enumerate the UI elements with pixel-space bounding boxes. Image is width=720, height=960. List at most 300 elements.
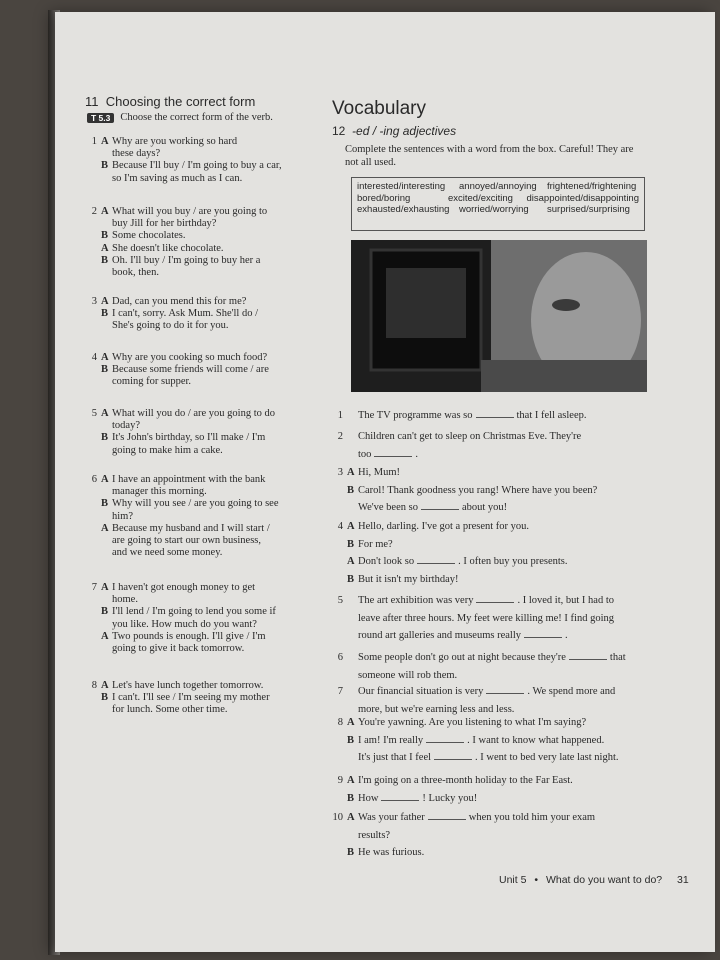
item-number [331,482,343,500]
exercise-line [85,376,310,388]
speaker-label: B [101,160,109,172]
exercise-line [85,230,310,242]
speaker-label: B [347,484,355,496]
sentence-item [331,809,661,862]
text-before-gap: The art exhibition was very [358,595,474,606]
item-number [85,535,97,547]
item-number: 1 [91,136,97,147]
exercise-line [85,255,310,267]
speaker-label: A [101,680,109,691]
section-12-heading [332,124,456,138]
line-text: so I'm saving as much as I can. [112,172,243,184]
line-text: Let's have lunch together tomorrow. [112,680,264,691]
answer-gap[interactable] [428,810,466,820]
sentence-item [331,772,661,807]
speaker-label: A [101,206,109,217]
item-number [85,267,97,279]
answer-gap[interactable] [426,733,464,743]
exercise-line [85,218,310,230]
item-number [85,173,97,185]
exercise-line [85,408,310,420]
speaker-label: B [101,606,109,618]
exercise-line [331,732,661,750]
line-text [358,649,661,667]
item-number [85,606,97,618]
exercise-line [331,592,661,610]
exercise-line [85,582,310,594]
line-text: results? [358,829,391,841]
photo-illustration [351,240,647,392]
text-before-gap: We've been so [358,502,418,513]
exercise-line [85,364,310,376]
speaker-label: A [101,474,109,485]
exercise-item [85,408,310,457]
speaker-label [101,643,112,655]
speaker-label [347,407,358,425]
line-text: book, then. [112,267,159,279]
text-before-gap: I am! I'm really [358,734,424,746]
item-number [331,790,343,808]
exercise-line [331,428,661,446]
item-number: 1 [337,410,343,421]
exercise-line [85,136,310,148]
speaker-label [101,218,112,230]
text-after-gap: . I loved it, but I had to [517,595,614,606]
text-before-gap: Our financial situation is very [358,686,484,697]
item-number: 3 [91,296,97,307]
speaker-label [347,749,358,767]
item-number: 2 [91,206,97,217]
speaker-label: B [101,498,109,510]
text-after-gap: . We spend more and [527,686,616,697]
item-number [331,844,343,862]
speaker-label [101,619,112,631]
line-text: someone will rob them. [358,669,458,681]
exercise-line [331,683,661,701]
speaker-label: A [347,521,355,532]
item-number [85,498,97,510]
item-number [85,445,97,457]
instruction-text: Choose the correct form of the verb. [120,112,273,123]
text-before-gap: It's just that I feel [358,752,432,763]
item-number [331,571,343,589]
word-box-row [357,204,639,216]
speaker-label [101,486,112,498]
item-number [331,827,343,845]
line-text [358,809,661,827]
word-option: frightened/frightening [547,181,637,192]
exercise-line [331,518,661,536]
line-text: today? [112,420,140,432]
text-before-gap: How [358,792,379,804]
item-number [85,376,97,388]
answer-gap[interactable] [434,750,472,760]
exercise-item [85,206,310,279]
line-text [358,627,661,645]
exercise-line [331,536,661,554]
exercise-item [85,296,310,333]
sentence-item [331,714,661,767]
line-text: buy Jill for her birthday? [112,218,217,230]
line-text: She's going to do it for you. [112,320,229,332]
instruction-line: Complete the sentences with a word from the box. Careful! They are [345,144,634,155]
exercise-line [331,627,661,645]
item-number [331,732,343,750]
exercise-item [85,352,310,389]
exercise-line [331,553,661,571]
item-number [85,523,97,535]
speaker-label [101,547,112,559]
speaker-label [101,420,112,432]
sentence-item [331,428,661,463]
answer-gap[interactable] [374,447,412,457]
text-before-gap: Was your father [358,812,425,823]
line-text: For me? [358,538,393,550]
exercise-line [85,296,310,308]
speaker-label: B [347,538,355,550]
exercise-line [331,844,661,862]
section-title: Choosing the correct form [105,94,256,109]
speaker-label [347,446,358,464]
line-text [358,749,661,767]
speaker-label [101,594,112,606]
speaker-label [347,649,358,667]
item-number [85,160,97,172]
instruction-text [345,144,665,169]
item-number [85,218,97,230]
line-text: coming for supper. [112,376,192,388]
line-text: Because some friends will come / are [112,364,269,376]
item-number [85,255,97,267]
speaker-label [101,148,112,160]
word-box-row [357,193,639,205]
speaker-label: A [101,522,109,534]
answer-gap[interactable] [476,593,514,603]
text-after-gap: . [565,630,568,641]
line-text [358,592,661,610]
line-text: I can't. I'll see / I'm seeing my mother [112,692,270,704]
line-text: for lunch. Some other time. [112,704,228,716]
unit-label: Unit 5 [499,874,527,886]
sentence-item [331,518,661,588]
text-after-gap: . I often buy you presents. [458,556,568,567]
answer-gap[interactable] [486,684,524,694]
speaker-label: A [101,352,109,363]
line-text: Dad, can you mend this for me? [112,296,247,307]
exercise-line [331,464,661,482]
item-number [331,553,343,571]
exercise-item [85,136,310,185]
item-number [331,499,343,517]
speaker-label: B [101,692,109,704]
answer-gap[interactable] [524,628,562,638]
word-option: bored/boring [357,192,411,204]
item-number: 6 [337,652,343,663]
unit-title: What do you want to do? [545,874,663,886]
exercise-line [85,619,310,631]
exercise-line [331,610,661,628]
exercise-line [331,749,661,767]
item-number: 6 [91,474,97,485]
exercise-line [85,498,310,510]
speaker-label [101,173,112,185]
item-number [85,148,97,160]
exercise-line [331,571,661,589]
item-number [85,511,97,523]
speaker-label: A [347,775,355,786]
item-number [331,610,343,628]
line-text: leave after three hours. My feet were killing me! I find going [358,612,614,624]
sentence-item [331,407,661,425]
speaker-label [101,704,112,716]
exercise-line [85,511,310,523]
item-number [331,749,343,767]
word-option: excited/exciting [447,192,513,204]
section-number: 12 [332,124,346,138]
speaker-label: A [347,467,355,478]
exercise-line [85,692,310,704]
exercise-line [85,308,310,320]
line-text: Why are you cooking so much food? [112,352,268,363]
item-number [85,486,97,498]
item-number [331,627,343,645]
line-text: Oh. I'll buy / I'm going to buy her a [112,254,261,266]
item-number: 7 [91,582,97,593]
text-before-gap: round art galleries and museums really [358,630,521,641]
item-number: 10 [332,812,343,823]
speaker-label: A [347,556,355,567]
exercise-item [85,582,310,655]
speaker-label: A [101,242,109,254]
exercise-item [85,474,310,559]
line-text: you like. How much do you want? [112,618,257,630]
item-number: 8 [337,717,343,728]
exercise-item [85,680,310,717]
item-number: 7 [337,686,343,697]
page-number: 31 [677,874,689,886]
line-text: It's John's birthday, so I'll make / I'm [112,432,266,444]
text-after-gap: . I want to know what happened. [467,734,605,746]
exercise-line [85,643,310,655]
line-text: manager this morning. [112,486,207,498]
exercise-line [85,594,310,606]
text-before-gap: too [358,448,372,460]
text-after-gap: when you told him your exam [468,812,596,823]
word-option: surprised/surprising [547,204,630,215]
line-text: going to give it back tomorrow. [112,643,245,655]
answer-gap[interactable] [417,554,455,564]
speaker-label: A [101,630,109,642]
item-number [85,631,97,643]
line-text: I have an appointment with the bank [112,474,266,485]
exercise-line [331,499,661,517]
instruction-row [87,112,273,123]
speaker-label [101,511,112,523]
line-text: Because my husband and I will start / [112,522,270,534]
speaker-label [347,683,358,701]
answer-gap[interactable] [381,791,419,801]
item-number [85,704,97,716]
speaker-label: B [101,432,109,444]
exercise-line [85,267,310,279]
word-option: interested/interesting [357,181,446,192]
exercise-line [85,445,310,457]
line-text: I'm going on a three-month holiday to the Far East. [358,775,573,786]
line-text: What will you do / are you going to do [112,408,276,419]
exercise-line [331,482,661,500]
text-after-gap: that [609,652,626,663]
text-before-gap: Don't look so [358,556,415,567]
bullet: • [534,874,539,886]
exercise-line [85,148,310,160]
answer-gap[interactable] [569,650,607,660]
word-option: exhausted/exhausting [357,204,450,215]
speaker-label: B [347,734,355,746]
item-number: 8 [91,680,97,691]
speaker-label [101,320,112,332]
speaker-label: B [101,364,109,376]
item-number [85,692,97,704]
vocabulary-heading: Vocabulary [332,98,427,119]
line-text: and we need some money. [112,547,223,559]
line-text [358,732,661,750]
line-text: You're yawning. Are you listening to what I'm saying? [358,717,587,728]
line-text: are going to start our own business, [112,535,262,547]
exercise-line [331,809,661,827]
section-title: -ed / -ing adjectives [352,124,457,138]
item-number [85,420,97,432]
exercise-line [85,606,310,618]
speaker-label [347,627,358,645]
sentence-item [331,649,661,684]
section-number: 11 [85,94,99,109]
line-text [358,553,661,571]
exercise-line [85,320,310,332]
item-number [331,536,343,554]
text-after-gap: . [415,448,419,460]
speaker-label: A [101,408,109,419]
speaker-label [347,592,358,610]
item-number [85,308,97,320]
item-number [85,619,97,631]
speaker-label: B [101,230,109,242]
item-number [85,364,97,376]
exercise-line [85,432,310,444]
exercise-line [85,352,310,364]
exercise-line [331,446,661,464]
speaker-label: A [347,812,355,823]
line-text: Hello, darling. I've got a present for you. [358,521,530,532]
speaker-label: B [347,792,355,804]
exercise-line [331,667,661,685]
line-text: going to make him a cake. [112,444,223,456]
text-after-gap: . I went to bed very late last night. [475,752,619,763]
sentence-item [331,592,661,645]
text-before-gap: The TV programme was so [358,410,473,421]
exercise-line [85,486,310,498]
line-text: Two pounds is enough. I'll give / I'm [112,630,266,642]
item-number: 5 [337,595,343,606]
item-number [85,320,97,332]
item-number [85,243,97,255]
speaker-label: B [347,847,355,858]
speaker-label [347,667,358,685]
line-text: Carol! Thank goodness you rang! Where have you been? [358,484,598,496]
line-text [358,499,661,517]
exercise-line [331,827,661,845]
track-badge: T 5.3 [87,113,114,123]
line-text [358,446,661,464]
speaker-label [347,827,358,845]
word-box [351,177,645,231]
line-text: What will you buy / are you going to [112,206,268,217]
exercise-line [331,790,661,808]
sentence-item [331,683,661,718]
line-text: Why are you working so hard [112,136,238,147]
tv-viewer-photo [351,240,647,392]
exercise-line [85,523,310,535]
exercise-line [85,206,310,218]
word-option: annoyed/annoying [459,181,537,192]
exercise-line [85,547,310,559]
line-text: Some chocolates. [112,230,186,242]
speaker-label: A [101,136,109,147]
line-text: I can't, sorry. Ask Mum. She'll do / [112,308,259,320]
speaker-label: B [101,308,109,320]
exercise-line [331,714,661,732]
item-number: 4 [337,521,343,532]
exercise-line [85,680,310,692]
speaker-label [101,376,112,388]
line-text [358,790,661,808]
text-after-gap: about you! [461,502,508,513]
line-text: Hi, Mum! [358,467,400,478]
line-text [358,407,661,425]
exercise-line [85,474,310,486]
speaker-label [101,267,112,279]
answer-gap[interactable] [421,500,459,510]
word-option: disappointed/disappointing [526,192,639,204]
word-box-row [357,181,639,193]
speaker-label: B [347,573,355,585]
speaker-label: A [347,717,355,728]
line-text: Because I'll buy / I'm going to buy a car, [112,160,282,172]
line-text: Why will you see / are you going to see [112,498,279,510]
exercise-line [85,173,310,185]
text-after-gap: ! Lucky you! [422,792,478,804]
line-text: more, but we're earning less and less. [358,703,515,715]
section-11-heading [85,94,255,109]
line-text: home. [112,594,138,606]
workbook-page [55,12,715,952]
speaker-label [101,535,112,547]
exercise-line [331,407,661,425]
item-number [85,547,97,559]
line-text: him? [112,510,133,522]
speaker-label: B [101,254,109,266]
text-before-gap: Some people don't go out at night because they're [358,652,566,663]
item-number: 9 [337,775,343,786]
word-option: worried/worrying [459,204,529,215]
speaker-label [347,610,358,628]
exercise-line [85,704,310,716]
exercise-line [331,649,661,667]
item-number [85,230,97,242]
answer-gap[interactable] [476,408,514,418]
page-footer [499,874,689,886]
sentence-item [331,464,661,517]
item-number [85,432,97,444]
